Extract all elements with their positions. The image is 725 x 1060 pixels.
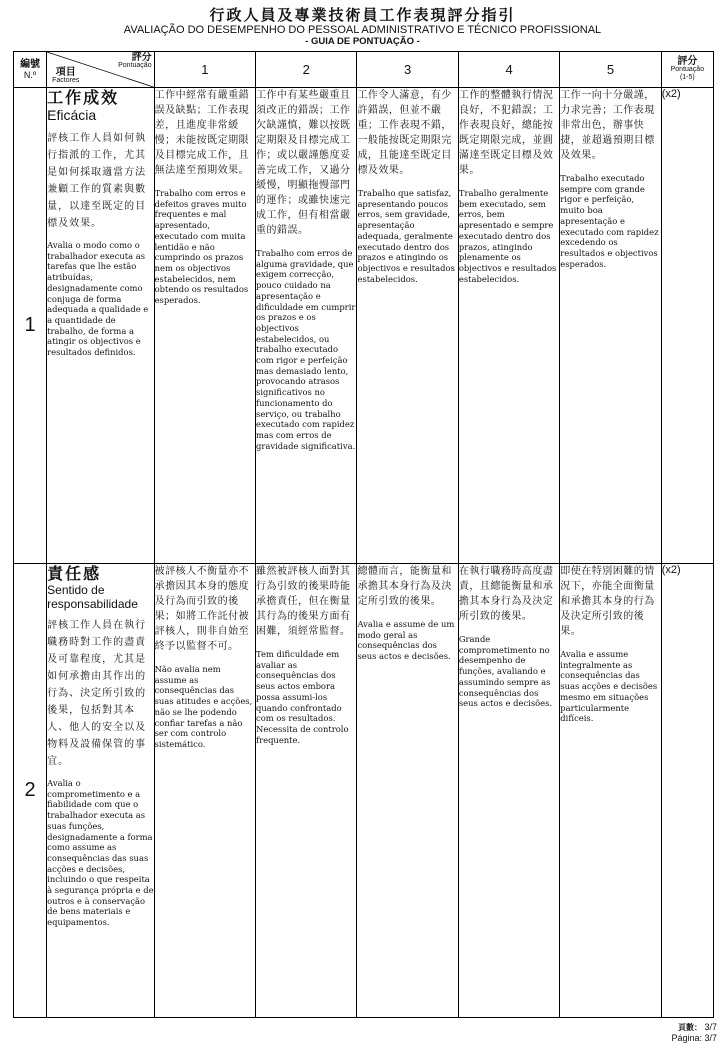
table-row-responsibility	[14, 564, 714, 1018]
level-text-pt: Trabalho geralmente bem executado, sem erros, bem apresentado e sempre executado dentro dos prazos, atingindo plenamente os objectivos e resultados estabelecidos.	[458, 188, 557, 284]
number-header-zh: 編號	[20, 58, 41, 70]
level-cell-1	[154, 564, 255, 1018]
score-label-zh: 評分	[131, 52, 152, 63]
row-number: 2	[14, 564, 47, 1018]
level-header-2: 2	[256, 52, 357, 88]
factor-cell	[47, 564, 154, 1018]
factor-label-pt: Factores	[52, 77, 80, 84]
level-header-5: 5	[560, 52, 661, 88]
level-text-zh: 即使在特別困難的情況下，亦能全面衡量和承擔其本身的行為及決定所引致的後果。	[560, 566, 655, 637]
level-text-zh: 在執行職務時高度盡責，且總能衡量和承擔其本身行為及決定所引致的後果。	[458, 566, 554, 622]
weight-multiplier: (x2)	[661, 564, 713, 1018]
page-footer	[671, 1022, 717, 1044]
weight-multiplier: (x2)	[661, 88, 713, 564]
page-label-zh: 頁數：	[677, 1023, 702, 1032]
level-text-pt: Trabalho com erros de alguma gravidade, que exigem correcção, pouco cuidado na apresentação e dificuldade em cumprir os prazos e os objectivos estabelecidos, ou trabalho executado com rigor e perfeição mas demasiado lento, provocando atrasos significativos no funcionamento do serviço, ou trabalho executado com rapidez mas com erros de gravidade significativa.	[256, 248, 356, 451]
factor-label-zh: 項目	[55, 67, 76, 78]
scoring-guide-table	[13, 51, 714, 1018]
page-number-zh	[671, 1022, 717, 1033]
score-column-zh: 評分	[677, 55, 698, 67]
factor-description-pt: Avalia o modo como o trabalhador executa as tarefas que lhe estão atribuídas, designadamente como conjuga de forma adequada a qualidade e a quantidade de trabalho, de forma a atingir os objectivos e resultados definidos.	[47, 240, 149, 358]
factor-label	[52, 69, 79, 85]
score-column-pt: Pontuação	[670, 65, 705, 73]
level-cell-4	[458, 88, 559, 564]
level-header-1: 1	[154, 52, 255, 88]
factor-header	[47, 52, 154, 88]
level-text-pt: Avalia e assume integralmente as consequências das suas acções e decisões mesmo em situações particularmente difíceis.	[560, 649, 658, 724]
score-range: (1-5)	[679, 73, 695, 81]
page-number-pt: Página: 3/7	[671, 1033, 717, 1043]
subtitle: - GUIA DE PONTUAÇÃO -	[305, 36, 420, 47]
level-cell-3	[357, 88, 458, 564]
level-cell-3	[357, 564, 458, 1018]
level-text-pt: Não avalia nem assume as consequências das suas atitudes e acções, não se lhe podendo confiar tarefas a não ser com controlo sistemático.	[154, 664, 253, 749]
score-label	[118, 54, 151, 70]
factor-cell	[47, 88, 154, 564]
table-row-efficacy	[14, 88, 714, 564]
level-text-zh: 被評核人不衡量亦不承擔因其本身的態度及行為而引致的後果；如將工作託付被評核人，則非自始至終予以監督不可。	[154, 566, 250, 652]
level-text-zh: 工作一向十分嚴謹，力求完善；工作表現非常出色，辦事快捷，並超過預期目標及效果。	[560, 90, 655, 161]
number-header	[14, 52, 47, 88]
page-number-value: 3/7	[704, 1022, 717, 1032]
level-text-zh: 總體而言，能衡量和承擔其本身行為及決定所引致的後果。	[357, 566, 452, 607]
level-text-zh: 工作令人滿意，有少許錯誤，但並不嚴重；工作表現不錯，一般能按既定期限完成，且能達至既定目標及效果。	[357, 90, 452, 176]
level-text-zh: 雖然被評核人面對其行為引致的後果時能承擔責任，但在衡量其行為的後果方面有困難，須經常監督。	[256, 566, 351, 637]
level-text-zh: 工作中有某些嚴重且須改正的錯誤；工作欠缺謹慎，難以按既定期限及目標完成工作；或以嚴謹態度妥善完成工作，又過分緩慢，明顯拖慢部門的運作；或雖快速完成工作，但有相當嚴重的錯誤。	[256, 90, 351, 236]
number-header-pt: N.º	[23, 69, 37, 80]
level-cell-2	[256, 88, 357, 564]
level-text-pt: Trabalho que satisfaz, apresentando poucos erros, sem gravidade, apresentação adequada, geralmente executado dentro dos prazos e atingindo os objectivos e resultados estabelecidos.	[357, 188, 455, 284]
level-cell-2	[256, 564, 357, 1018]
score-column-header	[661, 52, 713, 88]
level-text-pt: Grande comprometimento no desempenho de funções, avaliando e assumindo sempre as consequências dos seus actos e decisões.	[458, 634, 553, 709]
level-text-pt: Trabalho executado sempre com grande rigor e perfeição, muito boa apresentação e executado com rapidez excedendo os resultados e objectivos esperados.	[560, 173, 659, 269]
factor-title-pt: Eficácia	[47, 107, 97, 123]
level-cell-4	[458, 564, 559, 1018]
level-text-pt: Tem dificuldade em avaliar as consequências dos seus actos embora possa assumi-los quando confrontado com os resultados. Necessita de controlo frequente.	[256, 649, 349, 745]
header-row	[14, 52, 714, 88]
level-cell-5	[560, 564, 661, 1018]
factor-title-zh: 責任感	[47, 564, 102, 583]
factor-title-pt: Sentido de responsabilidade	[47, 583, 138, 611]
factor-description-zh: 評核工作人員在執行職務時對工作的盡責及可靠程度，尤其是如何承擔由其作出的行為、決定所引致的後果，包括對其本人、他人的安全以及物料及設備保管的事宜。	[47, 620, 147, 767]
level-text-zh: 工作中經常有嚴重錯誤及缺點；工作表現差，且進度非常緩慢；未能按既定期限及目標完成工作，且無法達至預期效果。	[154, 90, 250, 176]
level-text-pt: Avalia e assume de um modo geral as consequências dos seus actos e decisões.	[357, 619, 455, 662]
level-text-pt: Trabalho com erros e defeitos graves muito frequentes e mal apresentado, executado com muita lentidão e não cumprindo os prazos nem os objectivos estabelecidos, nem obtendo os resultados esperados.	[154, 188, 249, 306]
row-number: 1	[14, 88, 47, 564]
title-portuguese: AVALIAÇÃO DO DESEMPENHO DO PESSOAL ADMINISTRATIVO E TÉCNICO PROFISSIONAL	[123, 24, 602, 36]
level-cell-5	[560, 88, 661, 564]
level-cell-1	[154, 88, 255, 564]
level-header-4: 4	[458, 52, 559, 88]
factor-description-pt: Avalia o comprometimento e a fiabilidade com que o trabalhador executa as suas funções, designadamente a forma como assume as consequências das suas acções e decisões, incluindo o que respeita à segurança própria e de outros e à conservação de bens materiais e equipamentos.	[47, 778, 154, 928]
document-header	[0, 6, 725, 48]
level-text-zh: 工作的整體執行情況良好，不犯錯誤；工作表現良好，總能按既定期限完成，並圓滿達至既定目標及效果。	[458, 90, 554, 176]
score-label-pt: Pontuação	[118, 62, 152, 69]
level-header-3: 3	[357, 52, 458, 88]
factor-title-zh: 工作成效	[47, 88, 120, 107]
factor-description-zh: 評核工作人員如何執行指派的工作，尤其是如何採取適當方法兼顧工作的質素與數量，以達至既定的目標及效果。	[47, 133, 147, 229]
title-chinese: 行政人員及專業技術員工作表現評分指引	[209, 6, 516, 24]
